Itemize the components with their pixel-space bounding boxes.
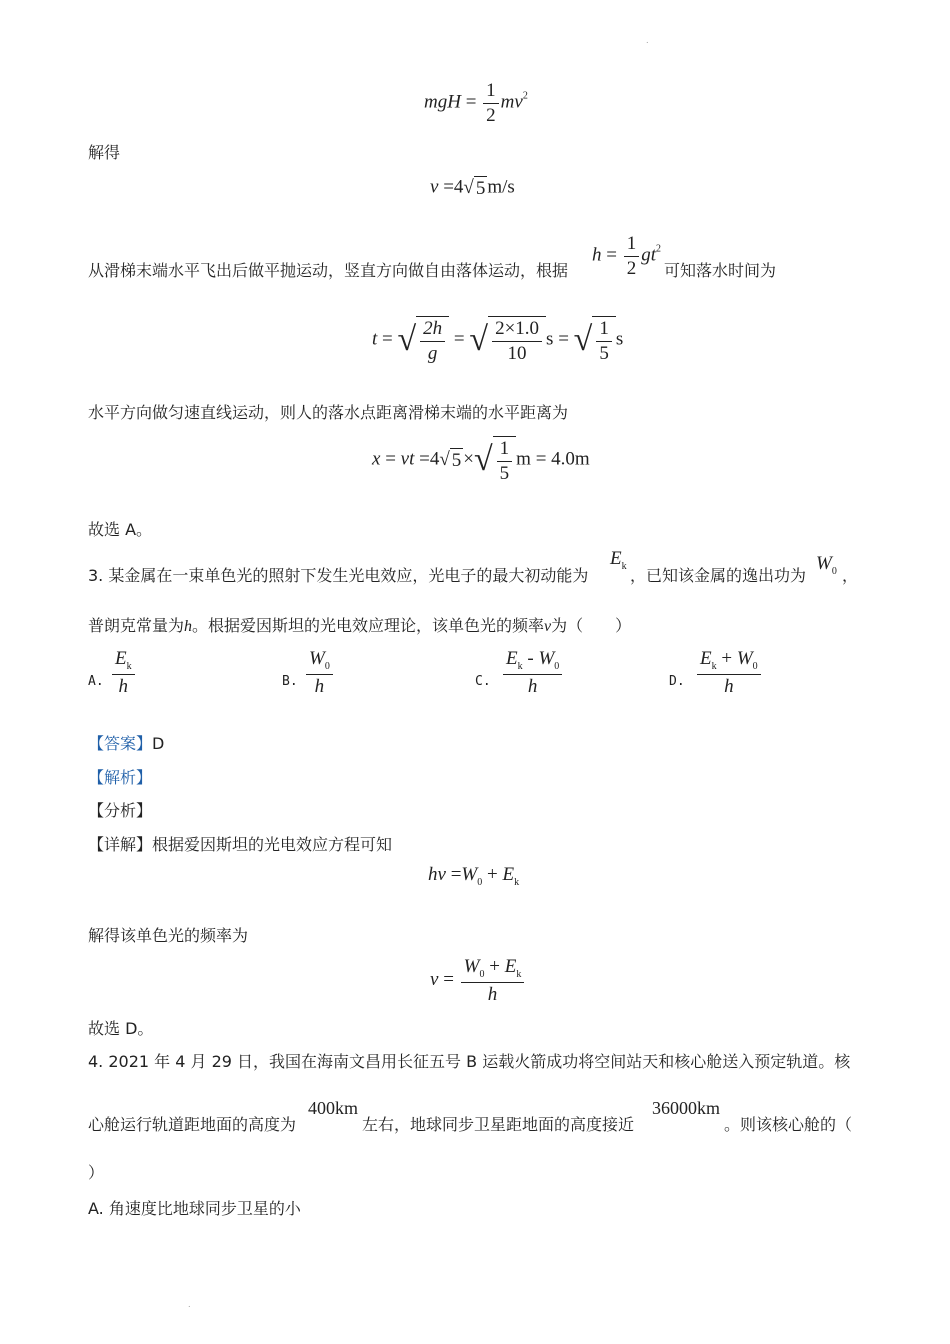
- q4-line2-a: 心舱运行轨道距地面的高度为: [88, 1115, 297, 1134]
- q4-line3: ）: [88, 1163, 105, 1182]
- text-projectile-b: 可知落水时间为: [664, 261, 777, 280]
- q3-stem-part-c: ，: [842, 566, 859, 585]
- q4-option-a[interactable]: A. 角速度比地球同步卫星的小: [88, 1199, 301, 1218]
- q3-ek-symbol: $E_k$: [610, 548, 627, 572]
- q3-stem-part-b: ，已知该金属的逸出功为: [630, 566, 807, 585]
- text-jiede-2: 解得该单色光的频率为: [88, 926, 249, 945]
- q3-stem2: 普朗克常量为h。根据爱因斯坦的光电效应理论，该单色光的频率ν为（ ）: [88, 616, 632, 635]
- q4-line2-b: 左右，地球同步卫星距地面的高度接近: [362, 1115, 635, 1134]
- q4-line1: 4. 2021 年 4 月 29 日，我国在海南文昌用长征五号 B 运载火箭成功将空间站天和核心舱送入预定轨道。核: [88, 1052, 851, 1071]
- q3-analysis-tag: 【解析】: [88, 768, 153, 787]
- equation-frequency: ν = $\frac{W_0 + E_k}{h}$: [430, 956, 526, 1005]
- equation-velocity: v =4√ 5 m/s: [430, 176, 515, 199]
- equation-photoelectric: $h\nu =W_0 + E_k$: [428, 864, 520, 888]
- text-jiede-1: 解得: [88, 143, 121, 162]
- text-choose-d: 故选 D。: [88, 1019, 154, 1038]
- q3-w0-symbol: $W_0$: [816, 553, 837, 577]
- q3-fenxi-tag: 【分析】: [88, 801, 153, 820]
- text-horizontal: 水平方向做匀速直线运动，则人的落水点距离滑梯末端的水平距离为: [88, 403, 569, 422]
- q4-line2-c: 。则该核心舱的（: [724, 1115, 853, 1134]
- formula-free-fall: h = $\frac{1}{2}$ $gt^2$: [592, 233, 661, 279]
- page-mark-bottom: .: [188, 1300, 191, 1309]
- text-choose-a: 故选 A。: [88, 520, 153, 539]
- equation-time: t = √ $\frac{2h}{g}$ = √ $\frac{2\times 1.0}{10}$ s = √ $\frac{1}{5}$ s: [372, 318, 624, 364]
- q3-stem-part-a: 3. 某金属在一束单色光的照射下发生光电效应，光电子的最大初动能为: [88, 566, 589, 585]
- equation-distance: x = vt =4√ 5 ×√ $\frac{1}{5}$ m = 4.0m: [372, 438, 590, 484]
- text-projectile-a: 从滑梯末端水平飞出后做平抛运动，竖直方向做自由落体运动，根据: [88, 261, 569, 280]
- q4-height-core: 400km: [308, 1098, 359, 1118]
- q3-answer: 【答案】D: [88, 734, 165, 753]
- q4-height-sync: 36000km: [652, 1098, 721, 1118]
- q3-detail: 【详解】根据爱因斯坦的光电效应方程可知: [88, 835, 393, 854]
- page-mark-top: .: [646, 36, 649, 45]
- equation-energy: mgH = $\frac{1}{2}$ $mv^2$: [424, 80, 528, 126]
